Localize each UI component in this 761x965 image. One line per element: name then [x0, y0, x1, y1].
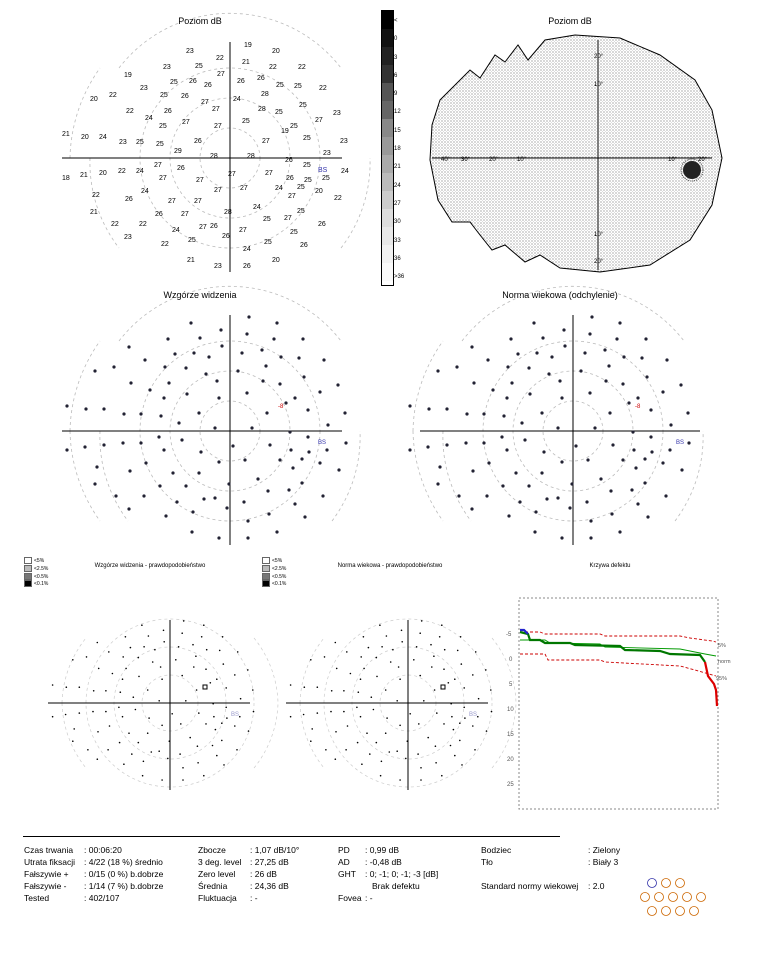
test-point	[646, 515, 649, 518]
svg-text:norm: norm	[718, 659, 731, 665]
test-point	[438, 465, 441, 468]
test-point	[533, 530, 536, 533]
test-point	[627, 401, 630, 404]
threshold-value: 21	[242, 59, 250, 66]
threshold-value: 25	[156, 141, 164, 148]
threshold-value: 24	[136, 168, 144, 175]
test-point	[649, 435, 652, 438]
test-point	[618, 530, 621, 533]
threshold-value: 25	[160, 92, 168, 99]
test-point	[510, 381, 513, 384]
test-point	[649, 408, 652, 411]
threshold-value: 27	[214, 187, 222, 194]
threshold-value: 23	[119, 139, 127, 146]
svg-text:20°: 20°	[489, 157, 499, 163]
test-point	[514, 471, 517, 474]
threshold-value: 27	[284, 215, 292, 222]
test-point	[643, 457, 646, 460]
threshold-value: 23	[186, 48, 194, 55]
threshold-value: 20	[272, 48, 280, 55]
threshold-value: 26	[237, 78, 245, 85]
threshold-value: 28	[247, 153, 255, 160]
test-point	[542, 450, 545, 453]
test-point	[574, 444, 577, 447]
threshold-value: 26	[318, 221, 326, 228]
threshold-value: 22	[92, 192, 100, 199]
threshold-value: 28	[261, 91, 269, 98]
threshold-value: 27	[201, 99, 209, 106]
test-point	[465, 412, 468, 415]
hill-title: Wzgórze widzenia	[163, 290, 237, 300]
test-point	[664, 494, 667, 497]
svg-text:20°: 20°	[594, 54, 604, 60]
norm-prob-legend: <5% <2.5% <0.5% <0.1%	[262, 557, 286, 588]
threshold-value: 27	[168, 198, 176, 205]
threshold-value: 26	[189, 78, 197, 85]
defect-curve-title: Krzywa defektu	[589, 563, 631, 569]
threshold-value: 28	[224, 209, 232, 216]
threshold-value: 24	[172, 227, 180, 234]
threshold-value: 27	[239, 227, 247, 234]
threshold-value: 26	[177, 165, 185, 172]
threshold-value: 19	[281, 128, 289, 135]
threshold-value: 25	[275, 109, 283, 116]
threshold-value: 25	[290, 229, 298, 236]
test-point	[471, 469, 474, 472]
test-point	[518, 500, 521, 503]
threshold-value: 21	[90, 209, 98, 216]
threshold-value: 27	[154, 162, 162, 169]
test-point	[621, 382, 624, 385]
svg-text:10°: 10°	[594, 232, 604, 238]
threshold-value: 29	[174, 148, 182, 155]
threshold-value: 22	[139, 221, 147, 228]
threshold-title: Poziom dB	[178, 16, 222, 26]
test-point	[588, 391, 591, 394]
threshold-value: 22	[126, 108, 134, 115]
threshold-value: 25	[195, 63, 203, 70]
test-point	[470, 345, 473, 348]
svg-text:-5: -5	[506, 632, 512, 638]
threshold-value: 26	[194, 138, 202, 145]
test-point	[528, 392, 531, 395]
threshold-bs-label: BS	[318, 167, 328, 174]
threshold-value: 26	[204, 82, 212, 89]
threshold-value: 24	[141, 188, 149, 195]
test-point	[527, 484, 530, 487]
threshold-value: 23	[323, 150, 331, 157]
svg-text:95%: 95%	[716, 676, 728, 682]
test-point	[486, 358, 489, 361]
test-point	[560, 396, 563, 399]
threshold-value: 27	[315, 117, 323, 124]
svg-text:40°: 40°	[441, 157, 451, 163]
svg-text:BS: BS	[469, 712, 478, 718]
test-point	[632, 448, 635, 451]
norm-defect-marker: -8	[635, 404, 641, 410]
hill-defect-marker: -8	[278, 404, 284, 410]
threshold-value: 25	[276, 82, 284, 89]
age-norm-points	[408, 315, 690, 539]
hill-bs-label: BS	[318, 440, 327, 446]
hill-prob-title: Wzgórze widzenia - prawdopodobieństwo	[94, 563, 206, 569]
test-point	[408, 448, 411, 451]
threshold-value: 27	[240, 185, 248, 192]
threshold-value: 25	[294, 83, 302, 90]
test-point	[615, 337, 618, 340]
test-point	[586, 458, 589, 461]
test-point	[436, 482, 439, 485]
test-point	[426, 445, 429, 448]
test-point	[610, 512, 613, 515]
threshold-value: 20	[99, 170, 107, 177]
defect-lower-limit	[520, 654, 716, 676]
threshold-value: 25	[159, 123, 167, 130]
test-point	[630, 488, 633, 491]
norm-bs-label: BS	[676, 440, 685, 446]
threshold-value: 19	[244, 42, 252, 49]
test-point	[485, 494, 488, 497]
ght-cluster-icon	[630, 875, 710, 925]
threshold-value: 27	[214, 123, 222, 130]
test-point	[585, 500, 588, 503]
test-point	[482, 412, 485, 415]
threshold-value: 26	[285, 157, 293, 164]
test-point	[680, 468, 683, 471]
threshold-value: 27	[217, 71, 225, 78]
threshold-value: 26	[155, 211, 163, 218]
test-point	[579, 369, 582, 372]
test-point	[408, 404, 411, 407]
threshold-value: 26	[286, 175, 294, 182]
test-point	[634, 466, 637, 469]
threshold-value: 25	[299, 102, 307, 109]
test-point	[556, 426, 559, 429]
defect-upper-limit	[520, 632, 716, 642]
test-point	[650, 450, 653, 453]
test-point	[644, 337, 647, 340]
test-point	[560, 536, 563, 539]
test-point	[599, 477, 602, 480]
test-point	[545, 497, 548, 500]
threshold-value: 27	[159, 175, 167, 182]
test-point	[560, 460, 563, 463]
threshold-value: 25	[263, 216, 271, 223]
threshold-value: 25	[170, 79, 178, 86]
test-point	[491, 388, 494, 391]
threshold-value: 27	[262, 138, 270, 145]
threshold-value: 26	[164, 108, 172, 115]
svg-text:5%: 5%	[718, 643, 726, 649]
threshold-value: 25	[297, 208, 305, 215]
svg-text:25: 25	[507, 782, 514, 788]
threshold-value: 28	[210, 153, 218, 160]
threshold-value: 27	[288, 193, 296, 200]
test-point	[607, 364, 610, 367]
test-point	[661, 390, 664, 393]
test-point	[621, 458, 624, 461]
svg-text:30°: 30°	[461, 157, 471, 163]
threshold-value: 24	[99, 134, 107, 141]
threshold-value: 21	[187, 257, 195, 264]
threshold-value: 26	[300, 242, 308, 249]
threshold-value: 23	[163, 64, 171, 71]
test-point	[668, 448, 671, 451]
threshold-value: 22	[269, 64, 277, 71]
test-point	[532, 321, 535, 324]
threshold-value: 24	[243, 246, 251, 253]
svg-text:20: 20	[507, 757, 514, 763]
test-point	[455, 365, 458, 368]
threshold-value: 23	[333, 110, 341, 117]
hill-prob-legend: <5% <2.5% <0.5% <0.1%	[24, 557, 48, 588]
threshold-value: 22	[118, 168, 126, 175]
test-point	[558, 379, 561, 382]
test-point	[590, 315, 593, 318]
threshold-value: 25	[303, 162, 311, 169]
threshold-value: 26	[243, 263, 251, 270]
threshold-value: 18	[62, 175, 70, 182]
test-point	[516, 352, 519, 355]
test-point	[563, 344, 566, 347]
test-point	[631, 430, 634, 433]
threshold-value: 23	[340, 138, 348, 145]
threshold-value: 26	[210, 223, 218, 230]
test-point	[589, 536, 592, 539]
threshold-value: 26	[222, 233, 230, 240]
test-point	[622, 355, 625, 358]
test-point	[505, 448, 508, 451]
test-point	[541, 336, 544, 339]
svg-text:10: 10	[507, 707, 514, 713]
test-point	[523, 438, 526, 441]
threshold-value: 28	[258, 106, 266, 113]
test-point	[588, 332, 591, 335]
threshold-value: 24	[341, 168, 349, 175]
test-point	[427, 407, 430, 410]
defect-curve-chart	[0, 590, 761, 830]
threshold-value: 27	[265, 170, 273, 177]
test-point	[556, 496, 559, 499]
threshold-value: 25	[242, 118, 250, 125]
threshold-value: 20	[315, 188, 323, 195]
threshold-value: 24	[233, 96, 241, 103]
svg-text:5: 5	[509, 682, 513, 688]
threshold-value: 25	[303, 135, 311, 142]
threshold-value: 26	[125, 196, 133, 203]
threshold-value: 25	[188, 237, 196, 244]
test-point	[445, 443, 448, 446]
test-point	[645, 375, 648, 378]
test-point	[534, 510, 537, 513]
test-point	[507, 514, 510, 517]
test-point	[457, 494, 460, 497]
threshold-value: 22	[161, 241, 169, 248]
threshold-value: 22	[334, 195, 342, 202]
test-point	[464, 441, 467, 444]
age-norm-title: Norma wiekowa (odchylenie)	[502, 290, 618, 300]
threshold-value: 24	[145, 115, 153, 122]
test-point	[506, 365, 509, 368]
test-point	[540, 471, 543, 474]
test-point	[589, 519, 592, 522]
test-point	[445, 407, 448, 410]
test-point	[535, 351, 538, 354]
threshold-value: 20	[272, 257, 280, 264]
threshold-value: 27	[212, 106, 220, 113]
test-point	[509, 337, 512, 340]
threshold-value: 20	[90, 96, 98, 103]
test-point	[436, 369, 439, 372]
threshold-value: 23	[140, 85, 148, 92]
test-point	[609, 489, 612, 492]
threshold-value: 19	[124, 72, 132, 79]
test-point	[679, 383, 682, 386]
threshold-value: 25	[322, 175, 330, 182]
threshold-value: 22	[319, 85, 327, 92]
threshold-value: 22	[216, 55, 224, 62]
test-point	[520, 421, 523, 424]
norm-prob-title: Norma wiekowa - prawdopodobieństwo	[337, 563, 443, 569]
threshold-value: 27	[194, 198, 202, 205]
threshold-value: 25	[297, 184, 305, 191]
test-point	[472, 381, 475, 384]
threshold-value: 27	[199, 224, 207, 231]
test-point	[500, 435, 503, 438]
threshold-value: 27	[181, 211, 189, 218]
test-point	[686, 411, 689, 414]
threshold-value: 23	[214, 263, 222, 270]
test-point	[603, 348, 606, 351]
threshold-value: 21	[80, 172, 88, 179]
gray-title: Poziom dB	[548, 16, 592, 26]
grayscale-map	[0, 0, 761, 300]
threshold-value: 25	[264, 239, 272, 246]
threshold-value: 27	[196, 177, 204, 184]
threshold-value: 22	[109, 92, 117, 99]
test-point	[482, 441, 485, 444]
test-point	[618, 321, 621, 324]
test-point	[583, 351, 586, 354]
threshold-value: 22	[298, 64, 306, 71]
test-point	[562, 328, 565, 331]
svg-text:10°: 10°	[594, 82, 604, 88]
test-point	[687, 441, 690, 444]
svg-text:10°: 10°	[668, 157, 678, 163]
test-point	[604, 379, 607, 382]
info-separator	[23, 836, 560, 837]
threshold-value: 21	[62, 131, 70, 138]
test-point	[669, 423, 672, 426]
test-point	[570, 482, 573, 485]
threshold-value: 25	[304, 177, 312, 184]
test-point	[611, 443, 614, 446]
age-norm-map	[0, 290, 761, 570]
threshold-value: 26	[257, 75, 265, 82]
threshold-value: 26	[181, 93, 189, 100]
svg-text:BS: BS	[231, 712, 240, 718]
threshold-value: 24	[275, 185, 283, 192]
test-point	[665, 358, 668, 361]
defect-patient-red	[705, 662, 717, 706]
test-point	[540, 411, 543, 414]
test-point	[502, 414, 505, 417]
test-point	[550, 355, 553, 358]
test-point	[636, 396, 639, 399]
test-point	[527, 366, 530, 369]
svg-text:20°: 20°	[698, 157, 708, 163]
threshold-value: 23	[124, 234, 132, 241]
test-point	[487, 461, 490, 464]
svg-text:20°: 20°	[594, 259, 604, 265]
test-point	[568, 506, 571, 509]
test-point	[661, 461, 664, 464]
grayscale-labels: < 0 3 6 9 12 15 18 21 24 27 30 33 36 >36	[394, 18, 405, 281]
threshold-value: 24	[253, 204, 261, 211]
test-point	[501, 484, 504, 487]
svg-text:10°: 10°	[517, 157, 527, 163]
test-point	[643, 481, 646, 484]
svg-text:15: 15	[507, 732, 514, 738]
threshold-value: 25	[136, 139, 144, 146]
test-point	[470, 507, 473, 510]
test-point	[608, 411, 611, 414]
threshold-value: 22	[111, 221, 119, 228]
test-point	[593, 426, 596, 429]
defect-curve-y-axis	[506, 632, 514, 788]
threshold-value: 27	[228, 171, 236, 178]
svg-text:0: 0	[509, 657, 513, 663]
test-point	[547, 372, 550, 375]
threshold-value: 25	[290, 123, 298, 130]
test-point	[640, 356, 643, 359]
threshold-value: 20	[81, 134, 89, 141]
test-point	[636, 502, 639, 505]
threshold-value: 27	[182, 119, 190, 126]
test-point	[505, 396, 508, 399]
